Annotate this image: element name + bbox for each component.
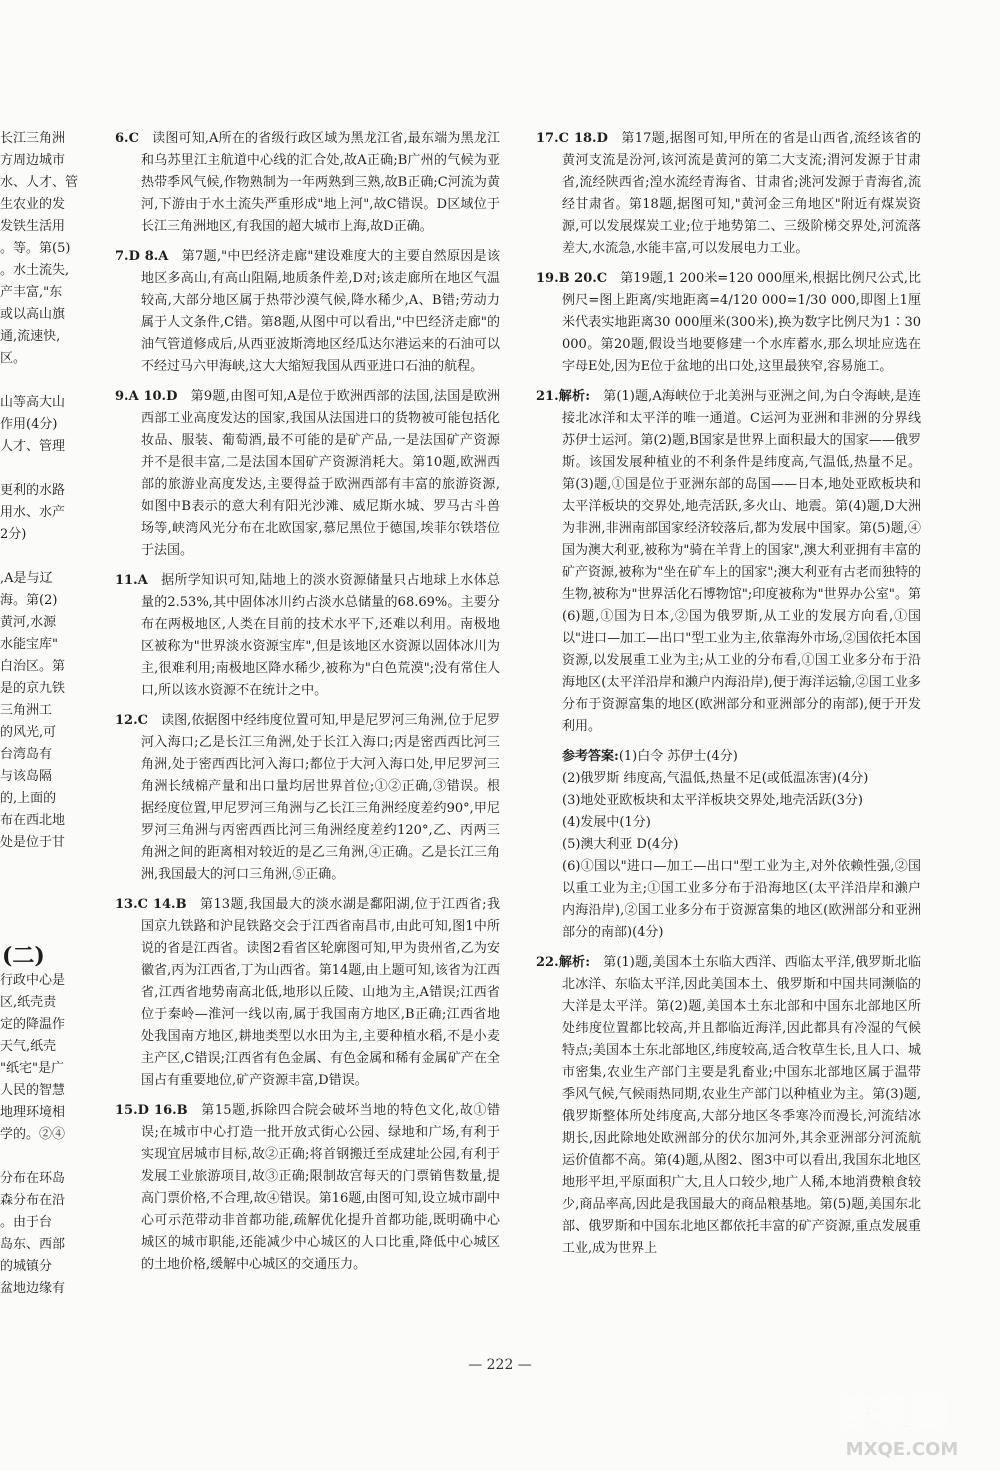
left-strip-line: 黄河,水源 bbox=[0, 615, 57, 630]
answer-entry bbox=[115, 710, 500, 886]
left-strip-line: 生农业的发 bbox=[0, 197, 66, 212]
question-number: 19.B 20.C bbox=[536, 271, 608, 286]
left-strip-line: "纸宅"是广 bbox=[0, 1061, 64, 1076]
left-strip-line: 的,上面的 bbox=[0, 791, 57, 806]
explanation-text: 第13题,我国最大的淡水湖是鄱阳湖,位于江西省;我国京九铁路和沪昆铁路交会于江西省南昌市,由此可知,图1中所说的省是江西省。读图2看省区轮廓图可知,甲为贵州省,乙为安徽省,丙为江西省,丁为山西省。第14题,由上题可知,该省为江西省,江西省地势南高北低,地形以丘陵、山地为主,A错误;江西省位于秦岭—淮河一线以南,属于我国南方地区,B正确;江西省地处我国南方地区,耕地类型以水田为主,主要种植水稻,不是小麦主产区,C错误;江西省有色金属、有色金属和稀有金属矿产在全国占有重要地位,矿产资源丰富,D错误。 bbox=[141, 897, 500, 1088]
answer-line: (3)地处亚欧板块和太平洋板块交界处,地壳活跃(3分) bbox=[562, 793, 863, 808]
answer-column-middle bbox=[115, 128, 500, 1284]
question-number: 6.C bbox=[115, 131, 139, 146]
left-strip-line: 森分布在沿 bbox=[0, 1193, 66, 1208]
question-number: 17.C 18.D bbox=[536, 131, 608, 146]
answer-line: (5)澳大利亚 D(4分) bbox=[562, 837, 679, 852]
left-strip-line: 长江三角洲 bbox=[0, 131, 66, 146]
left-strip-line: ,A是与辽 bbox=[0, 571, 53, 586]
watermark-logo bbox=[802, 1381, 982, 1461]
left-strip-line: 台湾岛有 bbox=[0, 747, 53, 762]
left-strip-line: 定的降温作 bbox=[0, 1017, 66, 1032]
question-number: 12.C bbox=[115, 713, 148, 728]
left-strip-line: 三角洲工 bbox=[0, 703, 53, 718]
left-strip-line: 白治区。第 bbox=[0, 659, 66, 674]
left-strip-line: 作用(4分) bbox=[0, 417, 58, 432]
left-strip-line: 。由于台 bbox=[0, 1215, 53, 1230]
left-strip-line: 盆地边缘有 bbox=[0, 1281, 66, 1296]
answer-entry bbox=[115, 128, 500, 238]
answer-entry bbox=[115, 386, 500, 562]
left-strip-line: 海。第(2) bbox=[0, 593, 58, 608]
left-strip-line: 水能宝库" bbox=[0, 637, 58, 652]
explanation-text: 第19题,1 200米=120 000厘米,根据比例尺公式,比例尺=图上距离/实地距离=4/120 000=1/30 000,即图上1厘米代表实地距离30 000厘米(300米),换为数字比例尺为1∶30 000。第20题,假设当地要修建一个水库蓄水,那么坝址应选在字母E处,因为E位于盆地的出口处,这里最狭窄,容易施工。 bbox=[562, 271, 922, 374]
explanation-text: 读图可知,A所在的省级行政区域为黑龙江省,最东端为黑龙江和乌苏里江主航道中心线的汇合处,故A正确;B广州的气候为亚热带季风气候,作物熟制为一年两熟到三熟,故B正确;C河流为黄河,下游由于水土流失严重形成"地上河",故C错误。D区域位于长江三角洲地区,有我国的超大城市上海,故D正确。 bbox=[138, 131, 500, 234]
answer-entry bbox=[536, 268, 921, 378]
explanation-text: 读图,依据图中经纬度位置可知,甲是尼罗河三角洲,位于尼罗河入海口;乙是长江三角洲,处于长江入海口;丙是密西西比河三角洲,处于密西西比河入海口;都位于大河入海口处,甲尼罗河三角洲长绒棉产量和出口量均居世界首位;①②正确,③错误。根据经度位置,甲尼罗河三角洲与乙长江三角洲经度差约90°,甲尼罗河三角洲与丙密西西比河三角洲经度差约120°,乙、丙两三角洲之间的距离相对较近的是乙三角洲,④正确。乙是长江三角洲,我国最大的河口三角洲,⑤正确。 bbox=[141, 713, 500, 882]
answer-entry bbox=[115, 246, 500, 378]
left-strip-line: 学的。②④ bbox=[0, 1127, 66, 1142]
left-strip-line: 水、人才、管 bbox=[0, 175, 79, 190]
answer-entry bbox=[536, 952, 921, 1260]
left-cropped-column bbox=[0, 128, 110, 1300]
answer-line: (6)①国以"进口—加工—出口"型工业为主,对外依赖性强,②国以重工业为主;①国工业多分布于沿海地区(太平洋沿岸和濑户内海沿岸),②国工业多分布于资源富集的地区(欧洲部分和亚洲部分的南部)(4分) bbox=[562, 859, 921, 940]
explanation-text: 第(1)题,美国本土东临大西洋、西临太平洋,俄罗斯北临北冰洋、东临太平洋,因此美国本土、俄罗斯和中国共同濒临的大洋是太平洋。第(2)题,美国本土东北部和中国东北部地区所处纬度位置都比较高,并且都临近海洋,因此都具有冷湿的气候特点;美国本土东北部地区,纬度较高,适合牧草生长,且人口、城市密集,农业生产部门主要是乳畜业;中国东北部地区属于温带季风气候,气候雨热同期,农业生产部门以种植业为主。第(3)题,俄罗斯整体所处纬度高,大部分地区冬季寒冷而漫长,河流结冰期长,因此除地处欧洲部分的伏尔加河外,其余亚洲部分河流航运价值都不高。第(4)题,从图2、图3中可以看出,我国东北地区地形平坦,平原面积广大,且人口较少,地广人稀,本地消费粮食较少,商品率高,因此是我国最大的商品粮基地。第(5)题,美国东北部、俄罗斯和中国东北地区都依托丰富的矿产资源,重点发展重工业,成为世界上 bbox=[562, 955, 921, 1256]
answer-entry bbox=[536, 386, 921, 738]
left-strip-line: 产丰富,"东 bbox=[0, 285, 63, 300]
left-strip-line: 是的京九铁 bbox=[0, 681, 66, 696]
left-strip-line: 区。 bbox=[0, 351, 27, 366]
section-title: (二) bbox=[2, 943, 45, 969]
left-strip-line: 人民的智慧 bbox=[0, 1083, 66, 1098]
explanation-text: 第15题,拆除四合院会破坏当地的特色文化,故①错误;在城市中心打造一批开放式街心公园、绿地和广场,有利于实现宜居城市目标,故②正确;将首钢搬迁至成建址公园,有利于发展工业旅游项目,故③正确;限制故宫每天的门票销售数量,提高门票价格,不合理,故④错误。第16题,由图可知,设立城市副中心可示范带动非首都功能,疏解优化提升首都功能,既明确中心城区的城市职能,还能减少中心城区的人口比重,降低中心城区的土地价格,缓解中心城区的交通压力。 bbox=[141, 1103, 500, 1272]
left-strip-line: 发铁生活用 bbox=[0, 219, 66, 234]
left-strip-line: 天气,纸壳 bbox=[0, 1039, 57, 1054]
answer-line: (4)发展中(1分) bbox=[562, 815, 651, 830]
explanation-text: 第(1)题,A海峡位于北美洲与亚洲之间,为白令海峡,是连接北冰洋和太平洋的唯一通道。C运河为亚洲和非洲的分界线苏伊士运河。第(2)题,B国家是世界上面积最大的国家——俄罗斯。该国发展种植业的不利条件是纬度高,气温低,热量不足。第(3)题,①国是位于亚洲东部的岛国——日本,地处亚欧板块和太平洋板块的交界处,地壳活跃,多火山、地震。第(4)题,D大洲为非洲,非洲南部国家经济较落后,都为发展中国家。第(5)题,④国为澳大利亚,被称为"骑在羊背上的国家",澳大利亚拥有丰富的矿产资源,被称为"坐在矿车上的国家";澳大利亚有古老而独特的生物,被称为"世界活化石博物馆";印度被称为"世界办公室"。第(6)题,①国为日本,②国为俄罗斯,从工业的发展方向看,①国以"进口—加工—出口"型工业为主,依靠海外市场,②国依托本国资源,以发展重工业为主;从工业的分布看,①国工业多分布于沿海地区(太平洋沿岸和濑户内海沿岸),便于海洋运输,②国工业多分布于资源富集的地区(欧洲部分和亚洲部分的南部),便于开发利用。 bbox=[562, 389, 921, 734]
left-strip-line: 。水土流失, bbox=[0, 263, 70, 278]
left-strip-line: 地理环境相 bbox=[0, 1105, 66, 1120]
left-strip-line: 2分) bbox=[0, 527, 27, 542]
left-strip-line: 岛东、西部 bbox=[0, 1237, 66, 1252]
explanation-text: 第17题,据图可知,甲所在的省是山西省,流经该省的黄河支流是汾河,该河流是黄河的第二大支流;渭河发源于甘肃省,流经陕西省;湟水流经青海省、甘肃省;洮河发源于青海省,流经甘肃省。第18题,据图可知,"黄河金三角地区"附近有煤炭资源,可以发展煤炭工业;位于地势第二、三级阶梯交界处,河流落差大,水流急,水能丰富,可以发展电力工业。 bbox=[562, 131, 921, 256]
left-strip-line: 行政中心是 bbox=[0, 973, 66, 988]
answer-entry bbox=[115, 1100, 500, 1276]
left-strip-line: 布在西北地 bbox=[0, 813, 66, 828]
question-number: 7.D 8.A bbox=[115, 249, 169, 264]
question-number: 13.C 14.B bbox=[115, 897, 187, 912]
left-strip-line: 的城镇分 bbox=[0, 1259, 53, 1274]
answer-line: (2)俄罗斯 纬度高,气温低,热量不足(或低温冻害)(4分) bbox=[562, 771, 869, 786]
left-strip-line: 通,流速快, bbox=[0, 329, 61, 344]
answer-entry bbox=[115, 894, 500, 1092]
answer-column-right bbox=[536, 128, 921, 1268]
left-strip-line: 用水、水产 bbox=[0, 505, 66, 520]
left-strip-line: 或以高山旗 bbox=[0, 307, 66, 322]
left-strip-line: 与该岛隔 bbox=[0, 769, 53, 784]
left-strip-line: 人才、管理 bbox=[0, 439, 66, 454]
explanation-text: 据所学知识可知,陆地上的淡水资源储量只占地球上水体总量的2.53%,其中固体冰川约占淡水总储量的68.69%。主要分布在两极地区,人类在目前的技术水平下,还难以利用。南极地区被称为"世界淡水资源宝库",但是该地区水资源以固体冰川为主,很难利用;南极地区降水稀少,被称为"白色荒漠";没有常住人口,所以该水资源不在统计之中。 bbox=[141, 573, 500, 698]
left-strip-line: 区,纸壳责 bbox=[0, 995, 57, 1010]
reference-label: 参考答案: bbox=[562, 749, 619, 764]
explanation-text: 第9题,由图可知,A是位于欧洲西部的法国,法国是欧洲西部工业高度发达的国家,我国从法国进口的货物被可能包括化妆品、服装、葡萄酒,最不可能的是矿产品,一是法国矿产资源并不是很丰富,二是法国本国矿产资源消耗大。第10题,欧洲西部的旅游业高度发达,主要得益于欧洲西部有丰富的旅游资源,如图中B表示的意大利有阳光沙滩、威尼斯水城、罗马古斗兽场等,峡湾风光分布在北欧国家,慕尼黑位于德国,埃菲尔铁塔位于法国。 bbox=[141, 389, 500, 558]
watermark-sub-text: MXQE.COM bbox=[845, 1439, 959, 1460]
left-strip-line: 分布在环岛 bbox=[0, 1171, 66, 1186]
left-strip-line: 山等高大山 bbox=[0, 395, 66, 410]
explanation-text: 第7题,"中巴经济走廊"建设难度大的主要自然原因是该地区多高山,有高山阻隔,地质条件差,D对;该走廊所在地区气温较高,大部分地区属于热带沙漠气候,降水稀少,A、B错;劳动力属于人文条件,C错。第8题,从图中可以看出,"中巴经济走廊"的油气管道修成后,从西亚波斯湾地区经瓜达尔港运来的石油可以不经过马六甲海峡,这大大缩短我国从西亚进口石油的航程。 bbox=[141, 249, 500, 374]
question-number: 11.A bbox=[115, 573, 148, 588]
page-number: — 222 — bbox=[468, 1357, 532, 1373]
question-number: 21.解析: bbox=[536, 389, 590, 404]
answer-entry bbox=[115, 570, 500, 702]
left-strip-line: 。等。第(5) bbox=[0, 241, 71, 256]
question-number: 22.解析: bbox=[536, 955, 591, 970]
question-number: 9.A 10.D bbox=[115, 389, 178, 404]
left-strip-line: 处是位于甘 bbox=[0, 835, 66, 850]
left-strip-line: 方周边城市 bbox=[0, 153, 66, 168]
left-strip-line: 的风光,可 bbox=[0, 725, 57, 740]
answer-entry bbox=[536, 128, 921, 260]
reference-answers bbox=[536, 746, 921, 944]
watermark-main-text: 答案圈 bbox=[834, 1391, 950, 1435]
left-strip-line: 更利的水路 bbox=[0, 483, 66, 498]
question-number: 15.D 16.B bbox=[115, 1103, 188, 1118]
answer-line: (1)白令 苏伊士(4分) bbox=[618, 749, 738, 764]
